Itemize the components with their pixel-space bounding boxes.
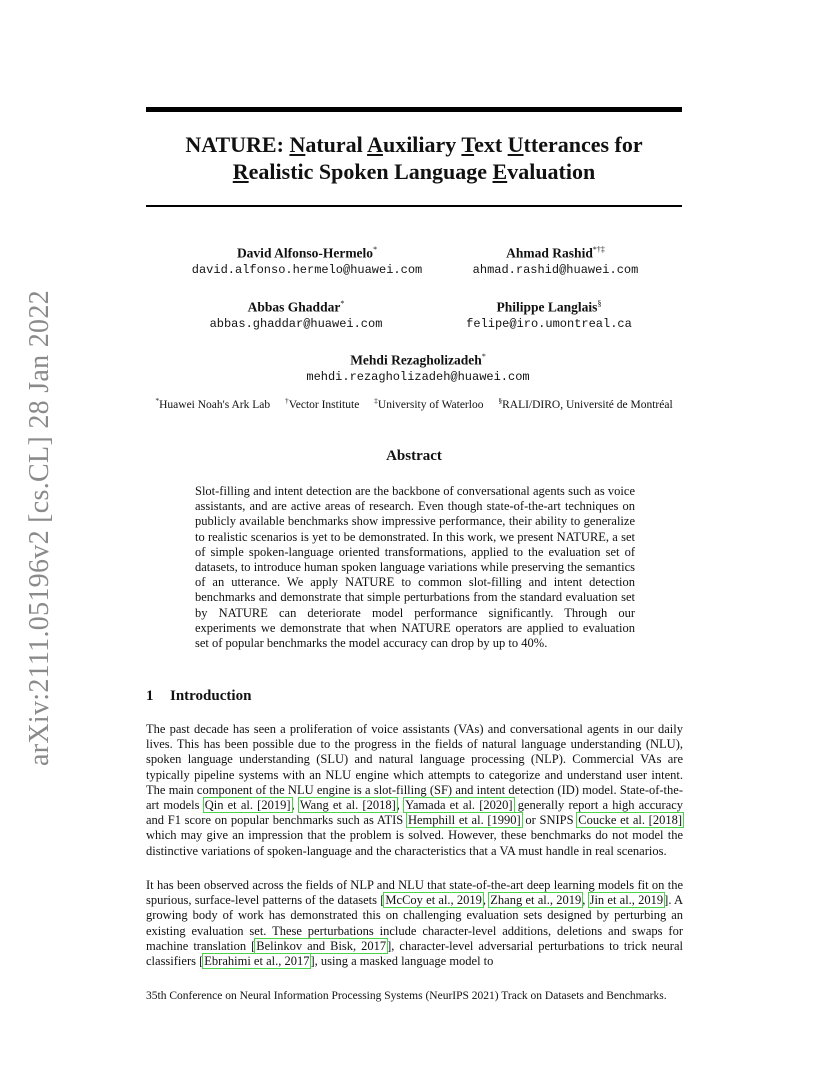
author-email[interactable]: mehdi.rezagholizadeh@huawei.com — [306, 369, 530, 384]
author-name: Mehdi Rezagholizadeh* — [350, 352, 486, 368]
section-number: 1 — [146, 688, 154, 704]
citation-link[interactable]: Yamada et al. [2020] — [405, 798, 513, 813]
intro-paragraph-2: It has been observed across the fields of NLP and NLU that state-of-the-art deep learning models fit on the spurious, surface-level patterns of the datasets [McCoy et al., 2019, Zhang et al., 2019, Jin et al., 2019]. A growing body of work has demonstrated this on challenging evaluation sets designed by perturbing an existing evaluation set. These perturbations include character-level additions, deletions and swaps for machine translation [Belinkov and Bisk, 2017], character-level adversarial perturbations to trick neural classifiers [Ebrahimi et al., 2017], using a masked language model to — [146, 878, 684, 969]
affiliation: *Huawei Noah's Ark Lab — [155, 396, 271, 411]
citation-link[interactable]: McCoy et al., 2019 — [385, 893, 482, 908]
citation-link[interactable]: Coucke et al. [2018] — [578, 813, 682, 828]
author-email[interactable]: david.alfonso.hermelo@huawei.com — [191, 262, 423, 277]
author-email[interactable]: ahmad.rashid@huawei.com — [472, 262, 639, 277]
author-name: Abbas Ghaddar* — [247, 299, 345, 315]
affiliation: ‡University of Waterloo — [374, 396, 484, 411]
citation-link[interactable]: Belinkov and Bisk, 2017 — [256, 938, 387, 953]
title-top-rule — [146, 107, 682, 112]
citation-link[interactable]: Jin et al., 2019 — [589, 893, 664, 908]
abstract-text: Slot-filling and intent detection are the backbone of conversational agents such as voice assistants, and are active areas of research. Even though state-of-the-art techniques on publicly available benchmarks show impressive performance, their ability to generalize to realistic scenarios is yet to be demonstrated. In this work, we present NATURE, a set of simple spoken-language oriented transformations, applied to the evaluation set of datasets, to introduce human spoken language variations while preserving the semantics of an utterance. We apply NATURE to common slot-filling and intent detection benchmarks and demonstrate that simple perturbations from the standard evaluation set by NATURE can deteriorate model performance significantly. Through our experiments we demonstrate that when NATURE operators are applied to evaluation set of popular benchmarks the model accuracy can drop by up to 40%. — [195, 484, 635, 651]
author-email[interactable]: abbas.ghaddar@huawei.com — [209, 316, 383, 331]
author-name: Philippe Langlais§ — [496, 299, 602, 315]
citation-link[interactable]: Wang et al. [2018] — [299, 798, 396, 813]
author-block — [146, 296, 446, 332]
affiliation: §RALI/DIRO, Université de Montréal — [498, 396, 673, 411]
citation-link[interactable]: Ebrahimi et al., 2017 — [204, 954, 310, 969]
author-block — [146, 349, 690, 385]
citation-link[interactable]: Hemphill et al. [1990] — [407, 813, 521, 828]
affiliations-line — [146, 396, 682, 411]
affiliation: †Vector Institute — [284, 396, 360, 411]
author-block — [458, 242, 653, 278]
section-title: Introduction — [170, 688, 252, 704]
title-bottom-rule — [146, 205, 682, 207]
author-block — [146, 242, 468, 278]
citation-link[interactable]: Zhang et al., 2019 — [490, 893, 582, 908]
conference-footer: 35th Conference on Neural Information Processing Systems (NeurIPS 2021) Track on Datasets and Benchmarks. — [146, 990, 667, 1002]
arxiv-sidebar-stamp: arXiv:2111.05196v2 [cs.CL] 28 Jan 2022 — [24, 290, 55, 766]
section-heading — [146, 688, 251, 705]
author-name: David Alfonso-Hermelo* — [236, 245, 378, 261]
paper-title: NATURE: Natural Auxiliary Text Utterances for Realistic Spoken Language Evaluation — [185, 132, 643, 184]
author-name: Ahmad Rashid*†‡ — [506, 245, 605, 261]
abstract-heading: Abstract — [386, 448, 442, 464]
author-email[interactable]: felipe@iro.umontreal.ca — [466, 316, 632, 331]
citation-link[interactable]: Qin et al. [2019] — [204, 798, 291, 813]
intro-paragraph-1: The past decade has seen a proliferation of voice assistants (VAs) and conversational agents in our daily lives. This has been possible due to the progress in the fields of natural language understanding (NLU), spoken language understanding (SLU) and natural language processing (NLP). Commercial VAs are typically pipeline systems with an NLU engine which attempts to categorize and understand user intent. The main component of the NLU engine is a slot-filling (SF) and intent detection (ID) model. State-of-the-art models Qin et al. [2019], Wang et al. [2018], Yamada et al. [2020] generally report a high accuracy and F1 score on popular benchmarks such as ATIS Hemphill et al. [1990] or SNIPS Coucke et al. [2018] which may give an impression that the problem is solved. However, these benchmarks do not model the distinctive variations of spoken-language and the characteristics that a VA must handle in real scenarios. — [146, 722, 684, 858]
author-block — [438, 296, 660, 332]
